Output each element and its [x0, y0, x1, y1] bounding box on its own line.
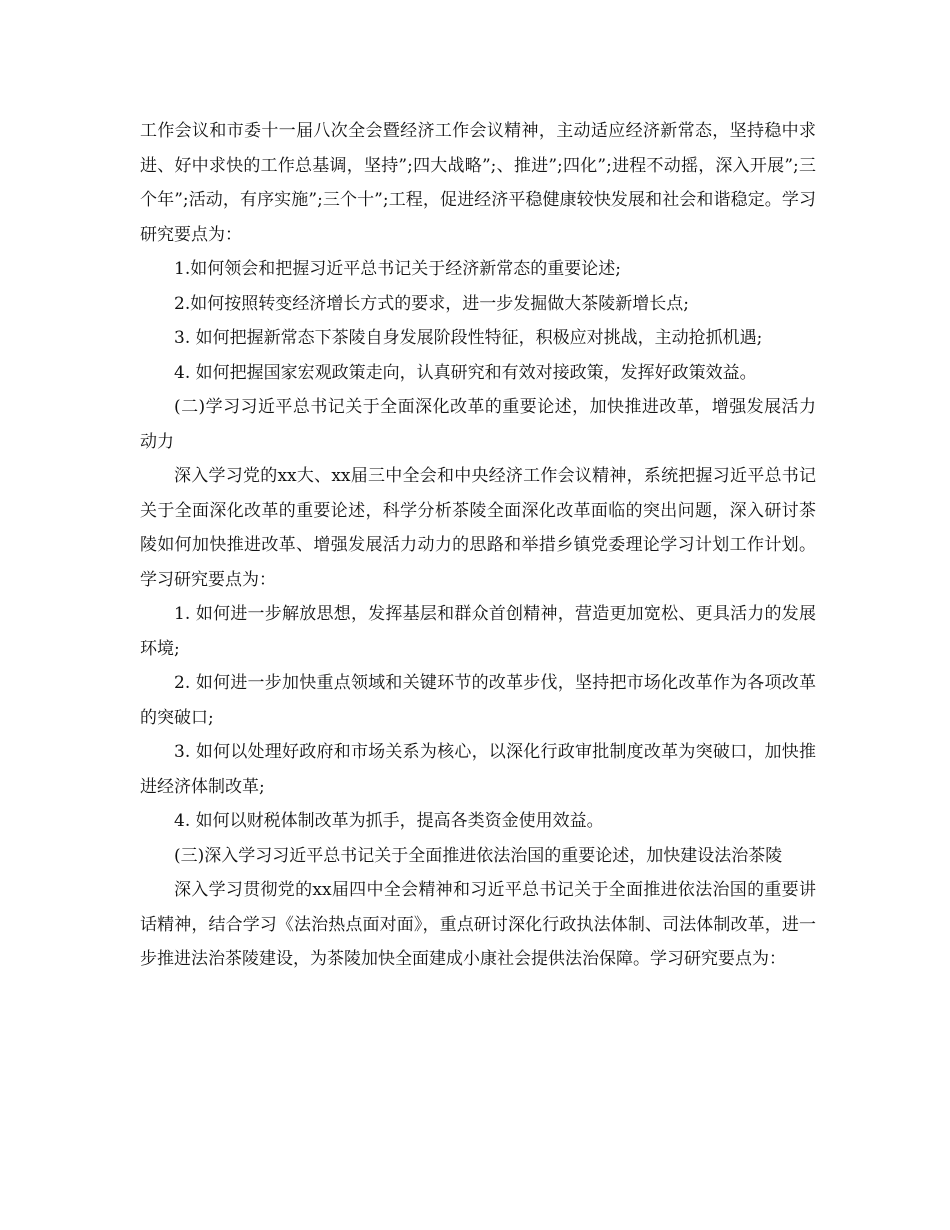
list-item-4: 4. 如何以财税体制改革为抓手，提高各类资金使用效益。 — [174, 811, 604, 831]
list-item-1: 1. 如何进一步解放思想，发挥基层和群众首创精神，营造更加宽松、更具活力的发展环境; — [140, 604, 816, 659]
list-item-3: 3. 如何把握新常态下茶陵自身发展阶段性特征，积极应对挑战，主动抢抓机遇; — [174, 328, 763, 348]
list-item-3: 3. 如何以处理好政府和市场关系为核心，以深化行政审批制度改革为突破口，加快推进经济体制改革; — [140, 742, 816, 797]
list-item-2: 2. 如何进一步加快重点领域和关键环节的改革步伐，坚持把市场化改革作为各项改革的突破口; — [140, 673, 816, 728]
paragraph-continuation: 工作会议和市委十一届八次全会暨经济工作会议精神，主动适应经济新常态，坚持稳中求进、好中求快的工作总基调，坚持”;四大战略”;、推进”;四化”;进程不动摇，深入开展”;三个年”;活动，有序实施”;三个十”;工程，促进经济平稳健康较快发展和社会和谐稳定。学习研究要点为： — [140, 121, 816, 245]
list-item-1: 1.如何领会和把握习近平总书记关于经济新常态的重要论述; — [174, 259, 621, 279]
paragraph-body: 深入学习贯彻党的xx届四中全会精神和习近平总书记关于全面推进依法治国的重要讲话精神，结合学习《法治热点面对面》，重点研讨深化行政执法体制、司法体制改革，进一步推进法治茶陵建设，为茶陵加快全面建成小康社会提供法治保障。学习研究要点为： — [140, 880, 816, 969]
section-heading-2: (二)学习习近平总书记关于全面深化改革的重要论述，加快推进改革，增强发展活力动力 — [140, 397, 816, 452]
list-item-2: 2.如何按照转变经济增长方式的要求，进一步发掘做大茶陵新增长点; — [174, 293, 689, 314]
document-body — [140, 114, 816, 977]
section-heading-3: (三)深入学习习近平总书记关于全面推进依法治国的重要论述，加快建设法治茶陵 — [174, 845, 783, 866]
list-item-4: 4. 如何把握国家宏观政策走向，认真研究和有效对接政策，发挥好政策效益。 — [174, 362, 757, 383]
paragraph-body: 深入学习党的xx大、xx届三中全会和中央经济工作会议精神，系统把握习近平总书记关于全面深化改革的重要论述，科学分析茶陵全面深化改革面临的突出问题，深入研讨茶陵如何加快推进改革、增强发展活力动力的思路和举措乡镇党委理论学习计划工作计划。学习研究要点为： — [140, 466, 816, 590]
